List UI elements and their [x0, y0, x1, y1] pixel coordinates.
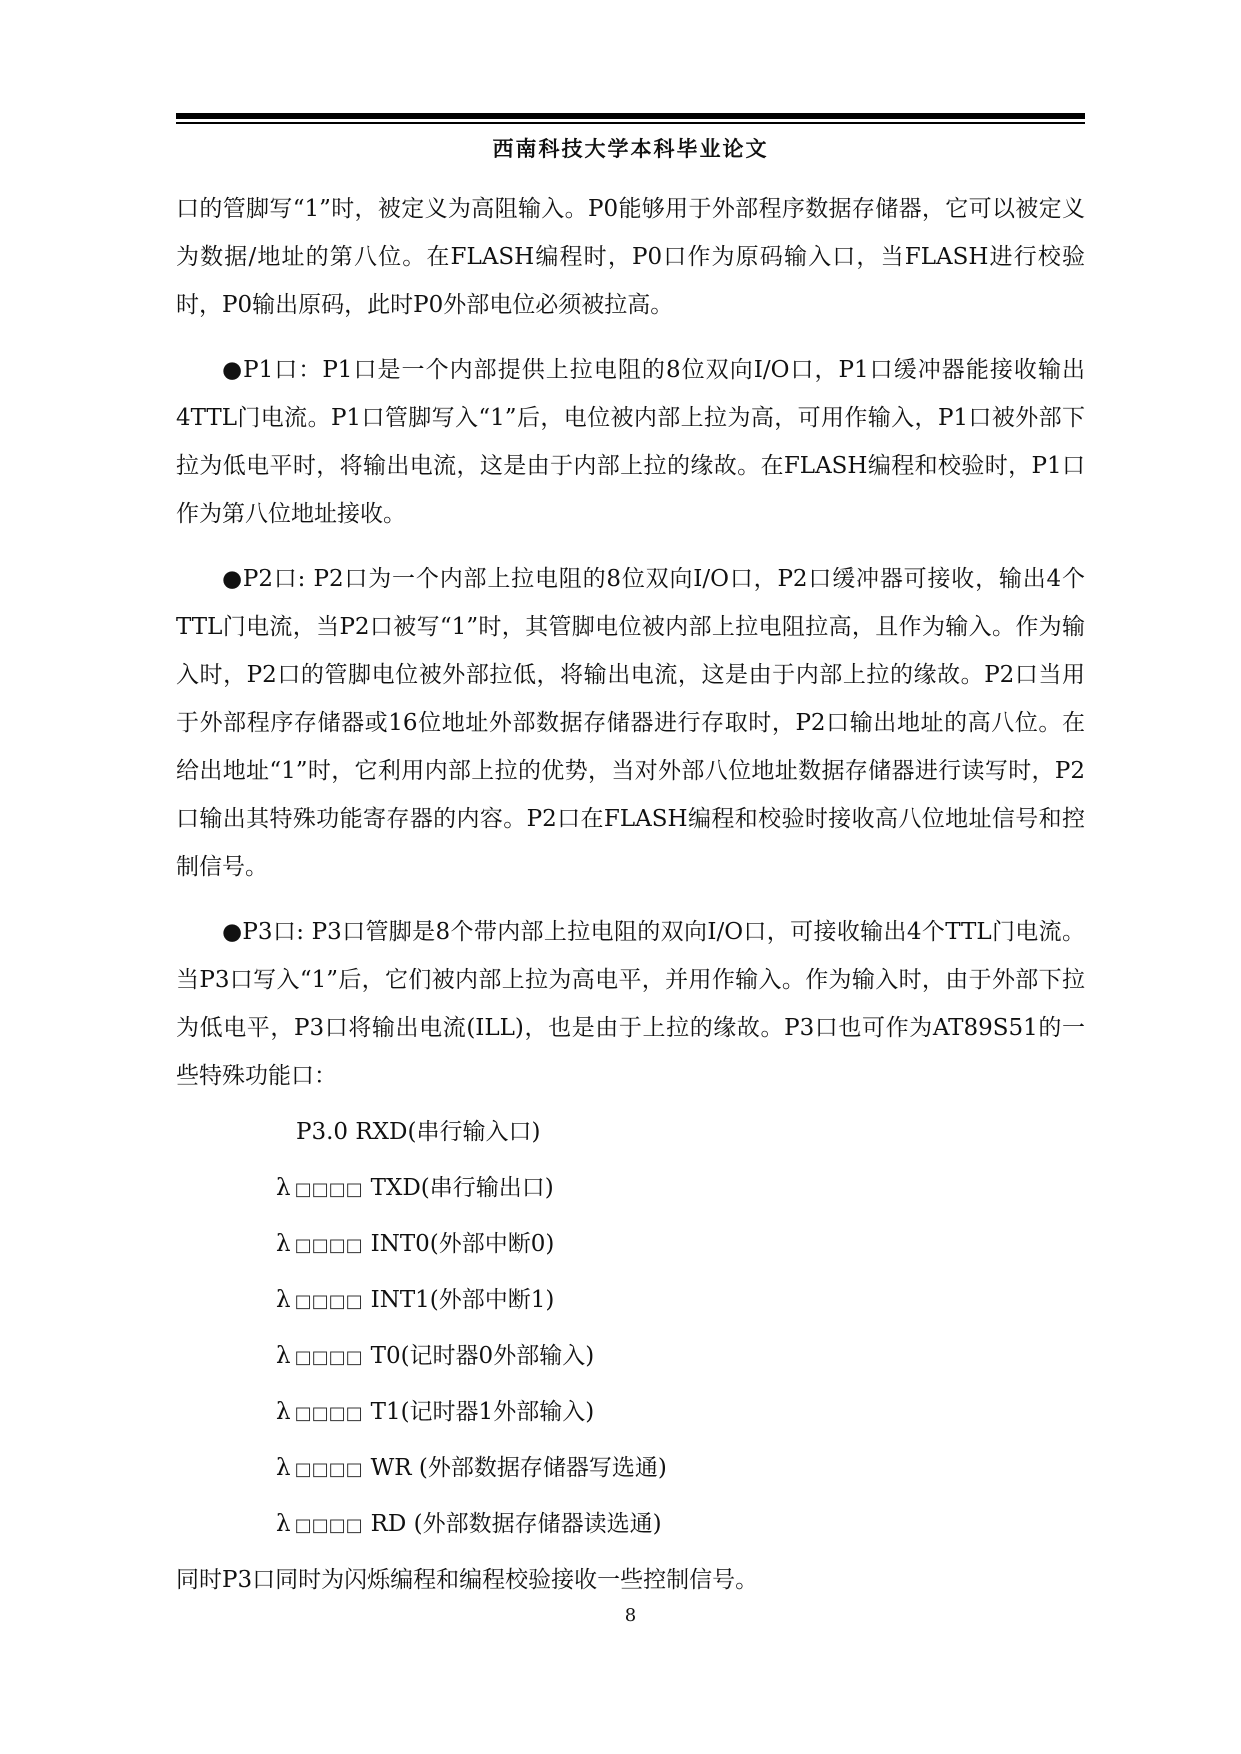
list-item	[176, 1388, 1085, 1444]
list-item-text: TXD(串行输出口)	[370, 1175, 554, 1201]
missing-glyph-boxes: □□□□	[294, 1235, 363, 1256]
list-item	[176, 1164, 1085, 1220]
missing-glyph-boxes: □□□□	[294, 1347, 363, 1368]
lambda-bullet-icon: λ	[276, 1343, 291, 1369]
paragraph-p1: ●P1口：P1口是一个内部提供上拉电阻的8位双向I/O口，P1口缓冲器能接收输出4TTL门电流。P1口管脚写入“1”后，电位被内部上拉为高，可用作输入，P1口被外部下拉为低电平时，将输出电流，这是由于内部上拉的缘故。在FLASH编程和校验时，P1口作为第八位地址接收。	[176, 357, 1085, 527]
list-item-text: WR (外部数据存储器写选通)	[370, 1455, 667, 1481]
missing-glyph-boxes: □□□□	[294, 1403, 363, 1424]
running-header: 西南科技大学本科毕业论文	[492, 136, 769, 161]
paragraph-p3: ●P3口: P3口管脚是8个带内部上拉电阻的双向I/O口，可接收输出4个TTL门电流。当P3口写入“1”后，它们被内部上拉为高电平，并用作输入。作为输入时，由于外部下拉为低电平，P3口将输出电流(ILL)，也是由于上拉的缘故。P3口也可作为AT89S51的一些特殊功能口：	[176, 919, 1085, 1089]
list-item-text: T1(记时器1外部输入)	[370, 1399, 595, 1425]
header-rule-thick	[176, 113, 1085, 119]
lambda-bullet-icon: λ	[276, 1175, 291, 1201]
missing-glyph-boxes: □□□□	[294, 1179, 363, 1200]
list-item-text: INT0(外部中断0)	[370, 1231, 555, 1257]
list-item-text: RD (外部数据存储器读选通)	[370, 1511, 662, 1537]
lambda-bullet-icon: λ	[276, 1287, 291, 1313]
p3-pin-list	[176, 1108, 1085, 1556]
paragraph-p2: ●P2口: P2口为一个内部上拉电阻的8位双向I/O口，P2口缓冲器可接收，输出4个TTL门电流，当P2口被写“1”时，其管脚电位被内部上拉电阻拉高，且作为输入。作为输入时，P2口的管脚电位被外部拉低，将输出电流，这是由于内部上拉的缘故。P2口当用于外部程序存储器或16位地址外部数据存储器进行存取时，P2口输出地址的高八位。在给出地址“1”时，它利用内部上拉的优势，当对外部八位地址数据存储器进行读写时，P2口输出其特殊功能寄存器的内容。P2口在FLASH编程和校验时接收高八位地址信号和控制信号。	[176, 566, 1085, 880]
list-item	[176, 1332, 1085, 1388]
lambda-bullet-icon: λ	[276, 1511, 291, 1537]
paragraph-p0-continued: 口的管脚写“1”时，被定义为高阻输入。P0能够用于外部程序数据存储器，它可以被定义为数据/地址的第八位。在FLASH编程时，P0口作为原码输入口，当FLASH进行校验时，P0输出原码，此时P0外部电位必须被拉高。	[176, 196, 1085, 318]
list-item	[176, 1444, 1085, 1500]
missing-glyph-boxes: □□□□	[294, 1291, 363, 1312]
missing-glyph-boxes: □□□□	[294, 1459, 363, 1480]
lambda-bullet-icon: λ	[276, 1231, 291, 1257]
page-number: 8	[624, 1605, 637, 1626]
list-item-text: INT1(外部中断1)	[370, 1287, 555, 1313]
header-rule-thin	[176, 122, 1085, 124]
page-body	[176, 185, 1085, 1604]
lambda-bullet-icon: λ	[276, 1399, 291, 1425]
list-item	[176, 1500, 1085, 1556]
lambda-bullet-icon: λ	[276, 1455, 291, 1481]
list-item	[176, 1220, 1085, 1276]
list-item-text: T0(记时器0外部输入)	[370, 1343, 595, 1369]
paragraph-closing: 同时P3口同时为闪烁编程和编程校验接收一些控制信号。	[176, 1567, 759, 1593]
missing-glyph-boxes: □□□□	[294, 1515, 363, 1536]
list-item-p3-0: P3.0 RXD(串行输入口)	[296, 1119, 541, 1145]
list-item	[176, 1276, 1085, 1332]
